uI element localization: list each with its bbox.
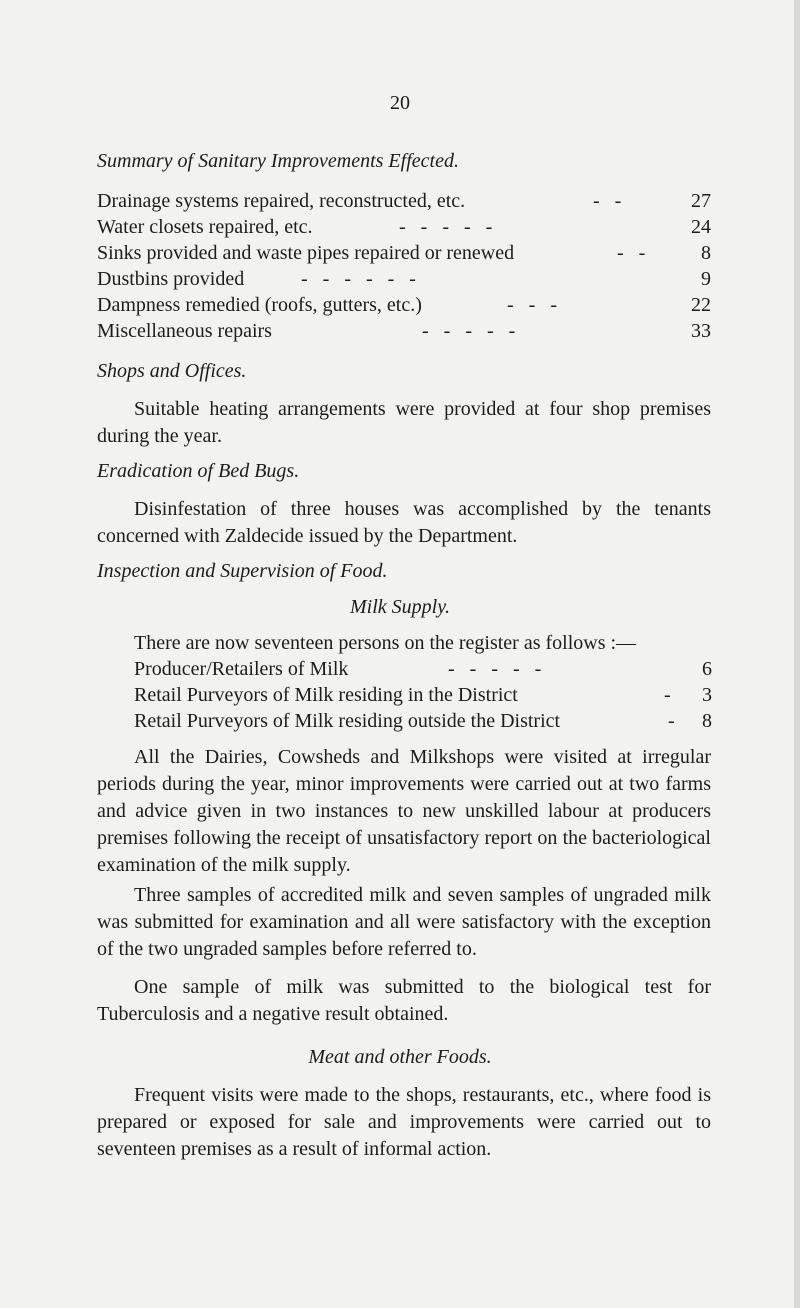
row-dashes: - - xyxy=(593,190,622,212)
row-label: Dampness remedied (roofs, gutters, etc.) xyxy=(97,294,422,316)
row-value: 9 xyxy=(701,268,711,290)
row-value: 3 xyxy=(702,684,712,706)
shops-paragraph: Suitable heating arrangements were provided at four shop premises during the year. xyxy=(97,398,711,447)
row-dashes: - - - - - xyxy=(422,320,516,342)
milk-row xyxy=(134,710,712,736)
row-value: 8 xyxy=(702,710,712,732)
milk-samples-paragraph: Three samples of accredited milk and seven samples of ungraded milk was submitted for examination and all were satisfactory with the exception of the two ungraded samples before referred to. xyxy=(97,884,711,960)
food-heading: Inspection and Supervision of Food. xyxy=(97,560,388,582)
row-label: Producer/Retailers of Milk xyxy=(134,658,349,680)
row-dashes: - - - - - - xyxy=(301,268,416,290)
milk-intro: There are now seventeen persons on the register as follows :— xyxy=(134,632,637,654)
row-value: 27 xyxy=(691,190,711,212)
row-dashes: - xyxy=(664,684,671,706)
row-dashes: - xyxy=(668,710,675,732)
row-label: Dustbins provided xyxy=(97,268,245,290)
milk-row xyxy=(134,658,712,684)
tuberculosis-paragraph: One sample of milk was submitted to the biological test for Tuberculosis and a negative result obtained. xyxy=(97,976,711,1025)
row-dashes: - - xyxy=(617,242,646,264)
milk-row xyxy=(134,684,712,710)
shops-heading: Shops and Offices. xyxy=(97,360,247,382)
row-label: Sinks provided and waste pipes repaired or renewed xyxy=(97,242,515,264)
page-edge-shadow xyxy=(794,0,800,1308)
summary-row xyxy=(97,320,711,346)
bugs-heading: Eradication of Bed Bugs. xyxy=(97,460,300,482)
row-value: 8 xyxy=(701,242,711,264)
row-label: Retail Purveyors of Milk residing in the District xyxy=(134,684,518,706)
row-dashes: - - - - - xyxy=(448,658,542,680)
row-label: Water closets repaired, etc. xyxy=(97,216,313,238)
page-number: 20 xyxy=(390,92,410,114)
summary-row xyxy=(97,242,711,268)
row-value: 33 xyxy=(691,320,711,342)
row-value: 22 xyxy=(691,294,711,316)
row-dashes: - - - xyxy=(507,294,557,316)
milk-visits-paragraph: All the Dairies, Cowsheds and Milkshops were visited at irregular periods during the year, minor improvements were carried out at two farms and advice given in two instances to new unskilled labour at producers premises following the receipt of unsatisfactory report on the bacteriological examination of the milk supply. xyxy=(97,746,711,876)
row-dashes: - - - - - xyxy=(399,216,493,238)
meat-paragraph: Frequent visits were made to the shops, restaurants, etc., where food is prepared or exposed for sale and improvements were carried out to seventeen premises as a result of informal action. xyxy=(97,1084,711,1160)
row-value: 24 xyxy=(691,216,711,238)
row-label: Retail Purveyors of Milk residing outside the District xyxy=(134,710,561,732)
summary-row xyxy=(97,216,711,242)
bugs-paragraph: Disinfestation of three houses was accomplished by the tenants concerned with Zaldecide issued by the Department. xyxy=(97,498,711,547)
summary-row xyxy=(97,294,711,320)
row-value: 6 xyxy=(702,658,712,680)
row-label: Miscellaneous repairs xyxy=(97,320,272,342)
meat-heading: Meat and other Foods. xyxy=(308,1046,492,1068)
summary-heading: Summary of Sanitary Improvements Effected. xyxy=(97,150,459,172)
summary-row xyxy=(97,268,711,294)
row-label: Drainage systems repaired, reconstructed, etc. xyxy=(97,190,466,212)
milk-heading: Milk Supply. xyxy=(350,596,450,618)
summary-row xyxy=(97,190,711,216)
